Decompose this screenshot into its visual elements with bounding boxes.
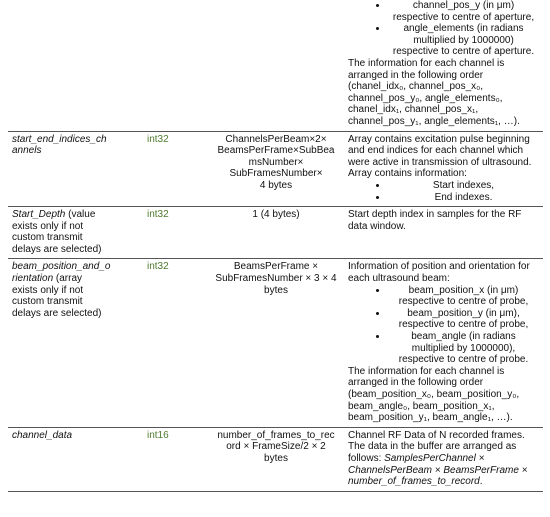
table-row <box>8 131 543 207</box>
bullet-list <box>348 285 539 366</box>
field-name-cell <box>8 0 143 131</box>
field-type-cell: int32 <box>143 259 208 427</box>
data-format-table <box>8 0 543 492</box>
field-size-cell: 1 (4 bytes) <box>208 207 344 259</box>
list-item: • End indexes. <box>388 192 539 204</box>
list-item: • channel_pos_y (in μm) respective to centre of aperture, <box>388 0 539 23</box>
list-item: • beam_position_y (in μm), respective to centre of probe, <box>388 308 539 331</box>
table-row <box>8 427 543 491</box>
field-name-cell: channel_data <box>8 427 143 491</box>
field-description-cell: Start depth index in samples for the RF data window. <box>344 207 543 259</box>
field-name-cell: Start_Depth (value exists only if not custom transmit delays are selected) <box>8 207 143 259</box>
field-type-cell <box>143 0 208 131</box>
table-row <box>8 259 543 427</box>
field-type-cell: int32 <box>143 207 208 259</box>
field-size-cell: BeamsPerFrame × SubFramesNumber × 3 × 4 bytes <box>208 259 344 427</box>
field-name-cell: start_end_indices_ch annels <box>8 131 143 207</box>
field-type-cell: int32 <box>143 131 208 207</box>
field-description-cell: Channel RF Data of N recorded frames. The data in the buffer are arranged as follows: SamplesPerChannel × ChannelsPerBeam × BeamsPerFrame × number_of_frames_to_record. <box>344 427 543 491</box>
field-description-cell: Information of position and orientation for each ultrasound beam: • beam_position_x (in μm) respective to centre of probe, • beam_position_y (in μm), respective to centre of probe, • beam_angle (in radians multiplied by 1000000), respective to centre of probe. The information for each channel is arranged in the following order (beam_position_x₀, beam_position_y₀, beam_angle₀, beam_position_x₁, beam_position_y₁, beam_angle₁, …). <box>344 259 543 427</box>
field-description-cell: • channel_pos_y (in μm) respective to centre of aperture, • angle_elements (in radians multiplied by 1000000) respective to centre of aperture. The information for each channel is arranged in the following order (chanel_idx₀, channel_pos_x₀, channel_pos_y₀, angle_elements₀, chanel_idx₁, channel_pos_x₁, channel_pos_y₁, angle_elements₁, …). <box>344 0 543 131</box>
field-size-cell: ChannelsPerBeam×2× BeamsPerFrame×SubBea msNumber× SubFramesNumber× 4 bytes <box>208 131 344 207</box>
field-description-cell: Array contains excitation pulse beginning and end indices for each channel which were active in transmission of ultrasound. Array contains information: • Start indexes, • End indexes. <box>344 131 543 207</box>
table-row <box>8 0 543 131</box>
field-size-cell: number_of_frames_to_rec ord × FrameSize/2 × 2 bytes <box>208 427 344 491</box>
list-item: • beam_position_x (in μm) respective to centre of probe, <box>388 285 539 308</box>
bullet-list <box>348 180 539 203</box>
list-item: • angle_elements (in radians multiplied by 1000000) respective to centre of aperture. <box>388 23 539 58</box>
field-type-cell: int16 <box>143 427 208 491</box>
field-size-cell <box>208 0 344 131</box>
list-item: • Start indexes, <box>388 180 539 192</box>
bullet-list <box>348 0 539 58</box>
table-row <box>8 207 543 259</box>
field-name-cell: beam_position_and_o rientation (array exists only if not custom transmit delays are selected) <box>8 259 143 427</box>
list-item: • beam_angle (in radians multiplied by 1000000), respective to centre of probe. <box>388 331 539 366</box>
